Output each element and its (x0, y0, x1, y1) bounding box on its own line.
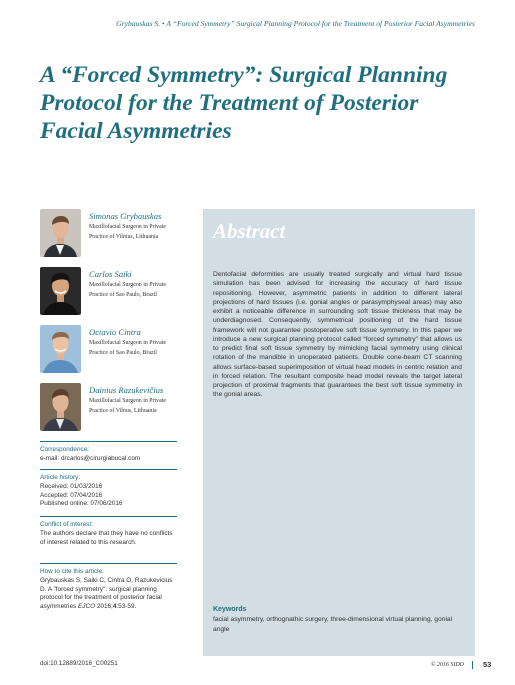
received-date: Received: 01/03/2016 (40, 482, 103, 490)
history-section (40, 469, 177, 509)
keywords-label: Keywords (213, 606, 247, 613)
citation-volume: 4 (112, 603, 117, 611)
author-list (40, 209, 180, 441)
author-photo (40, 383, 81, 431)
conflict-text: The authors declare that they have no conflicts of interest related to this research. (40, 529, 173, 546)
author-card (40, 383, 180, 441)
author-affiliation: Maxillofacial Surgeon in Private Practice of Sao Paulo, Brazil (89, 282, 166, 298)
author-affiliation: Maxillofacial Surgeon in Private Practice of Vilnius, Lithuania (89, 224, 166, 240)
section-divider (40, 469, 177, 470)
keywords-text: facial asymmetry, orthognathic surgery, three-dimensional virtual planning, gonial angle (213, 616, 453, 633)
author-name: Octavio Cintra (89, 327, 141, 337)
page-number: 53 (483, 660, 492, 669)
citation-label: How to cite this article: (40, 568, 104, 575)
correspondence-section (40, 441, 177, 464)
citation-journal: EJCO (78, 603, 96, 611)
conflict-section (40, 516, 177, 547)
author-photo (40, 325, 81, 373)
correspondence-email: e-mail: drcarlos@cirurgiabucal.com (40, 454, 141, 462)
citation-pages: :53-59. (116, 603, 137, 611)
author-name: Simonas Grybauskas (89, 211, 162, 221)
citation-year: 2016; (96, 603, 113, 611)
doi: doi:10.12889/2016_C00251 (40, 660, 118, 667)
accepted-date: Accepted: 07/04/2016 (40, 491, 103, 499)
abstract-text: Dentofacial deformities are usually treated surgically and virtual hard tissue simulation has been advised for increasing the accuracy of hard tissue repositioning. However, asymmetric patients in addition to different lateral projections of hard tissues (i.e. gonial angles or parasymphyseal areas) may also exhibit a noticeable difference in surrounding soft tissue thickness that may be underdiagnosed. Consequently, symmetrical positioning of the hard tissue framework will not guarantee postoperative soft tissue symmetry. In this paper we introduce a new surgical planning protocol called “forced symmetry” that allows us to predict final soft tissue symmetry by mimicking facial symmetry using clinical rotation of the mandible in unoperated patients. Double cone-beam CT scanning allows surface-based superimposition of virtual head models in centric relation and in forced relation. The resultant composite head model reveals the target lateral projection of proximal fragments that guarantees the best soft tissue symmetry in the gonial areas. (213, 271, 462, 399)
published-date: Published online: 07/06/2016 (40, 500, 123, 508)
citation-text (40, 577, 177, 612)
author-photo (40, 209, 81, 257)
author-name: Carlos Saiki (89, 269, 132, 279)
conflict-label: Conflict of interest: (40, 521, 93, 528)
author-photo (40, 267, 81, 315)
section-divider (40, 563, 177, 564)
section-divider (40, 441, 177, 442)
author-name: Dainius Razukevičius (89, 385, 164, 395)
abstract-panel (203, 209, 475, 656)
section-divider (40, 516, 177, 517)
history-label: Article history: (40, 474, 81, 481)
author-affiliation: Maxillofacial Surgeon in Private Practice of Sao Paulo, Brazil (89, 340, 166, 356)
abstract-heading: Abstract (213, 219, 286, 243)
running-head: Grybauskas S. • A “Forced Symmetry” Surgical Planning Protocol for the Treatment of Posterior Facial Asymmetries (116, 19, 475, 28)
citation-body: Grybauskas S, Saiki C, Cintra O, Razukevicius D. A "forced symmetry": surgical planning protocol for the treatment of posterior facial asymmetries (40, 576, 173, 611)
article-title: A “Forced Symmetry”: Surgical Planning Protocol for the Treatment of Posterior Facial Asymmetries (40, 62, 448, 144)
author-affiliation: Maxillofacial Surgeon in Private Practice of Vilnus, Lithuania (89, 398, 166, 414)
author-card (40, 267, 180, 325)
correspondence-label: Correspondence: (40, 446, 90, 453)
author-card (40, 325, 180, 383)
author-card (40, 209, 180, 267)
citation-section (40, 563, 177, 612)
copyright: © 2016 SIDO (431, 661, 473, 669)
